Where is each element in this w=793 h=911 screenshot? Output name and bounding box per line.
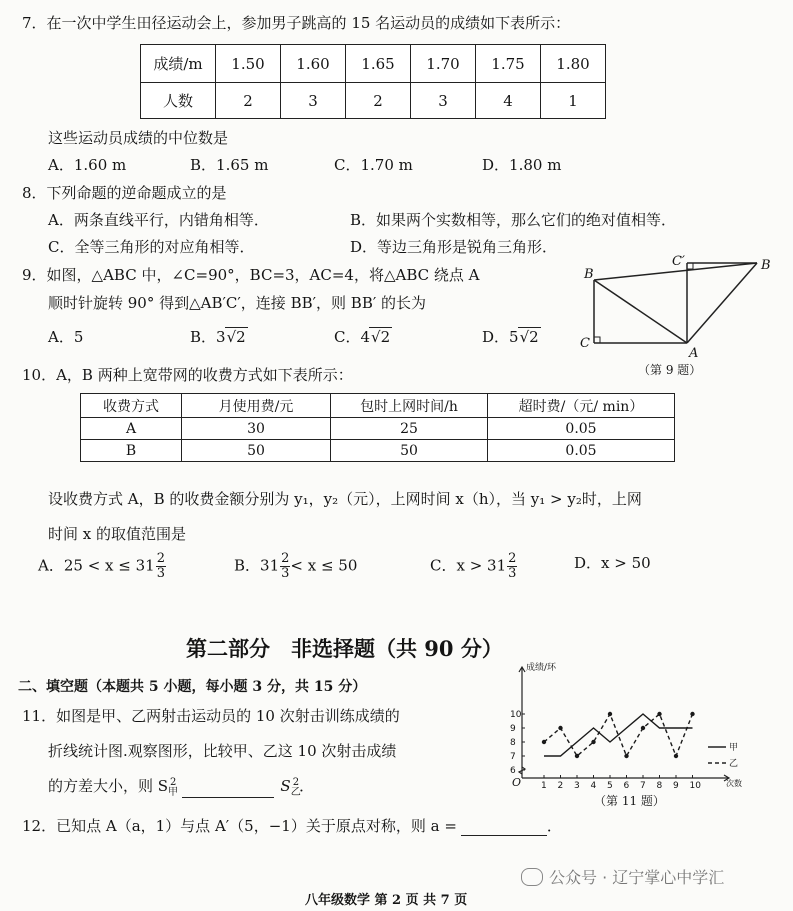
y-tick-label: 6	[510, 766, 516, 776]
table-cell: 1.70	[411, 45, 476, 83]
table-cell: 1.80	[541, 45, 606, 83]
fraction	[507, 552, 517, 581]
table-cell: 3	[281, 83, 346, 119]
x-tick-label: 5	[607, 781, 613, 791]
q8-stem: 8．下列命题的逆命题成立的是	[22, 184, 227, 202]
part2-title: 第二部分 非选择题（共 90 分）	[186, 636, 503, 661]
label-b-prime: B	[761, 258, 771, 273]
origin-label: O	[512, 776, 522, 789]
data-point-yi	[558, 726, 562, 730]
data-point-yi	[542, 740, 546, 744]
q11-text: 的方差大小，则 S	[48, 777, 169, 795]
q9-option-d	[482, 326, 541, 347]
q7-option-c: C．1.70 m	[334, 156, 413, 174]
table-cell: 25	[331, 418, 488, 440]
series-line-jia	[544, 714, 693, 756]
q9-figure	[572, 250, 782, 380]
y-tick-label: 8	[510, 738, 516, 748]
table-row	[81, 418, 675, 440]
legend-label-yi: 乙	[729, 759, 739, 769]
q10-option-b	[234, 552, 357, 581]
table-header-cell: 包时上网时间/h	[331, 394, 488, 418]
right-angle-mark-c-prime	[687, 263, 693, 269]
legend-label-jia: 甲	[729, 743, 739, 753]
radicand: 2	[380, 328, 391, 346]
table-cell: 1.75	[476, 45, 541, 83]
x-tick-label: 6	[623, 781, 630, 791]
data-point-yi	[591, 740, 595, 744]
subscript: 甲	[168, 787, 179, 798]
x-tick-label: 8	[656, 781, 663, 791]
table-cell: 1.65	[346, 45, 411, 83]
q12-end: ．	[546, 817, 562, 835]
option-text: A．25 < x ≤ 31	[38, 556, 155, 575]
x-tick-label: 1	[541, 781, 547, 791]
option-text: C．4	[334, 328, 371, 346]
table-cell: 人数	[141, 83, 216, 119]
q11-caption: （第 11 题）	[594, 794, 665, 808]
table-cell: 0.05	[488, 418, 675, 440]
option-text: B．31	[234, 556, 280, 575]
label-c-prime: C′	[672, 254, 685, 269]
superscript: 2	[292, 777, 300, 788]
x-tick-label: 9	[673, 781, 679, 791]
q7-row-count	[141, 83, 606, 119]
section-heading: 二、填空题（本题共 5 小题，每小题 3 分，共 15 分）	[18, 679, 367, 695]
table-cell: 50	[331, 440, 488, 462]
subscript: 乙	[290, 787, 301, 798]
right-angle-mark-c	[594, 337, 600, 343]
x-tick-label: 10	[689, 781, 701, 791]
table-cell: 50	[182, 440, 331, 462]
data-point-yi	[624, 754, 628, 758]
label-b: B	[584, 267, 594, 282]
denominator: 3	[156, 566, 165, 581]
q10-line2: 时间 x 的取值范围是	[48, 525, 186, 543]
q9-line2: 顺时针旋转 90° 得到△AB′C′，连接 BB′，则 BB′ 的长为	[48, 294, 427, 312]
q7-stem: 7．在一次中学生田径运动会上，参加男子跳高的 15 名运动员的成绩如下表所示：	[22, 14, 571, 32]
fraction	[156, 552, 166, 581]
q12-line	[22, 815, 562, 836]
x-tick-label: 4	[590, 781, 597, 791]
q7-score-table	[140, 44, 606, 119]
table-cell: 30	[182, 418, 331, 440]
sqrt-icon: √2	[226, 328, 246, 346]
table-header-cell: 月使用费/元	[182, 394, 331, 418]
option-text: < x ≤ 50	[290, 556, 358, 575]
segment-ab-prime	[687, 263, 757, 343]
q10-header-row	[81, 394, 675, 418]
wechat-icon	[521, 868, 543, 886]
answer-blank	[461, 817, 547, 836]
table-cell: 1.60	[281, 45, 346, 83]
page-footer: 八年级数学 第 2 页 共 7 页	[305, 893, 468, 908]
x-tick-label: 7	[640, 781, 646, 791]
table-cell: 2	[346, 83, 411, 119]
y-tick-label: 7	[510, 752, 516, 762]
x-axis-label: 次数	[726, 779, 742, 788]
data-point-yi	[657, 712, 661, 716]
data-point-yi	[690, 712, 694, 716]
q7-question: 这些运动员成绩的中位数是	[48, 129, 229, 147]
q7-option-a: A．1.60 m	[48, 156, 127, 174]
label-c: C	[580, 336, 590, 351]
q11-line1: 11．如图是甲、乙两射击运动员的 10 次射击训练成绩的	[22, 707, 400, 725]
table-header-cell: 收费方式	[81, 394, 182, 418]
table-row	[81, 440, 675, 462]
q10-option-c	[430, 552, 517, 581]
table-header-cell: 超时费/（元/ min）	[488, 394, 675, 418]
q10-line1: 设收费方式 A，B 的收费金额分别为 y₁，y₂（元），上网时间 x（h），当 y₁ > y₂时，上网	[48, 490, 642, 508]
table-cell: 4	[476, 83, 541, 119]
y-tick-label: 9	[510, 724, 516, 734]
segment-ba	[594, 280, 687, 343]
answer-blank	[182, 779, 274, 798]
fraction	[280, 552, 290, 581]
table-cell: 3	[411, 83, 476, 119]
sqrt-icon: √2	[371, 328, 391, 346]
table-cell: 1.50	[216, 45, 281, 83]
data-point-yi	[575, 754, 579, 758]
watermark	[521, 865, 724, 888]
option-text: B．3	[190, 328, 226, 346]
q9-caption: （第 9 题）	[638, 363, 702, 377]
x-tick-label: 3	[574, 781, 580, 791]
table-cell: 0.05	[488, 440, 675, 462]
data-point-yi	[674, 754, 678, 758]
numerator: 2	[281, 551, 290, 566]
numerator: 2	[508, 551, 517, 566]
data-point-yi	[608, 712, 612, 716]
denominator: 3	[281, 566, 290, 581]
q9-line1: 9．如图，△ABC 中，∠C=90°，BC=3，AC=4，将△ABC 绕点 A	[22, 266, 480, 284]
q12-text: 12．已知点 A（a，1）与点 A′（5，−1）关于原点对称，则 a =	[22, 817, 457, 835]
q8-option-a: A．两条直线平行，内错角相等．	[48, 211, 269, 229]
label-a: A	[689, 346, 699, 361]
q9-option-a: A．5	[48, 328, 84, 346]
q11-period: ．	[299, 777, 315, 795]
denominator: 3	[508, 566, 517, 581]
watermark-text: 公众号 · 辽宁掌心中学汇	[549, 868, 725, 887]
table-cell: B	[81, 440, 182, 462]
data-point-yi	[641, 726, 645, 730]
superscript: 2	[170, 777, 177, 788]
x-tick-label: 2	[557, 781, 564, 791]
option-text: D．5	[482, 328, 519, 346]
q10-option-d: D．x > 50	[574, 554, 651, 572]
q7-option-b: B．1.65 m	[190, 156, 269, 174]
q10-stem: 10．A，B 两种上宽带网的收费方式如下表所示：	[22, 366, 353, 384]
q11-s: S	[280, 777, 291, 795]
q10-option-a	[38, 552, 166, 581]
q10-fee-table	[80, 393, 675, 462]
q11-chart	[498, 658, 762, 810]
q11-line2: 折线统计图.观察图形，比较甲、乙这 10 次射击成绩	[48, 742, 397, 760]
q9-option-c	[334, 326, 392, 347]
q11-line3	[48, 775, 314, 798]
q8-option-d: D．等边三角形是锐角三角形．	[350, 238, 558, 256]
q9-option-b	[190, 326, 248, 347]
q7-row-score	[141, 45, 606, 83]
table-cell: 2	[216, 83, 281, 119]
sqrt-icon: √2	[519, 328, 539, 346]
radicand: 2	[236, 328, 246, 346]
table-cell: 1	[541, 83, 606, 119]
table-cell: A	[81, 418, 182, 440]
y-axis-label: 成绩/环	[526, 663, 557, 673]
radicand: 2	[529, 328, 539, 346]
table-cell: 成绩/m	[141, 45, 216, 83]
q7-option-d: D．1.80 m	[482, 156, 562, 174]
y-tick-label: 10	[510, 710, 522, 720]
q8-option-b: B．如果两个实数相等，那么它们的绝对值相等．	[350, 211, 677, 229]
option-text: C．x > 31	[430, 556, 507, 575]
numerator: 2	[156, 551, 165, 566]
q8-option-c: C．全等三角形的对应角相等．	[48, 238, 255, 256]
